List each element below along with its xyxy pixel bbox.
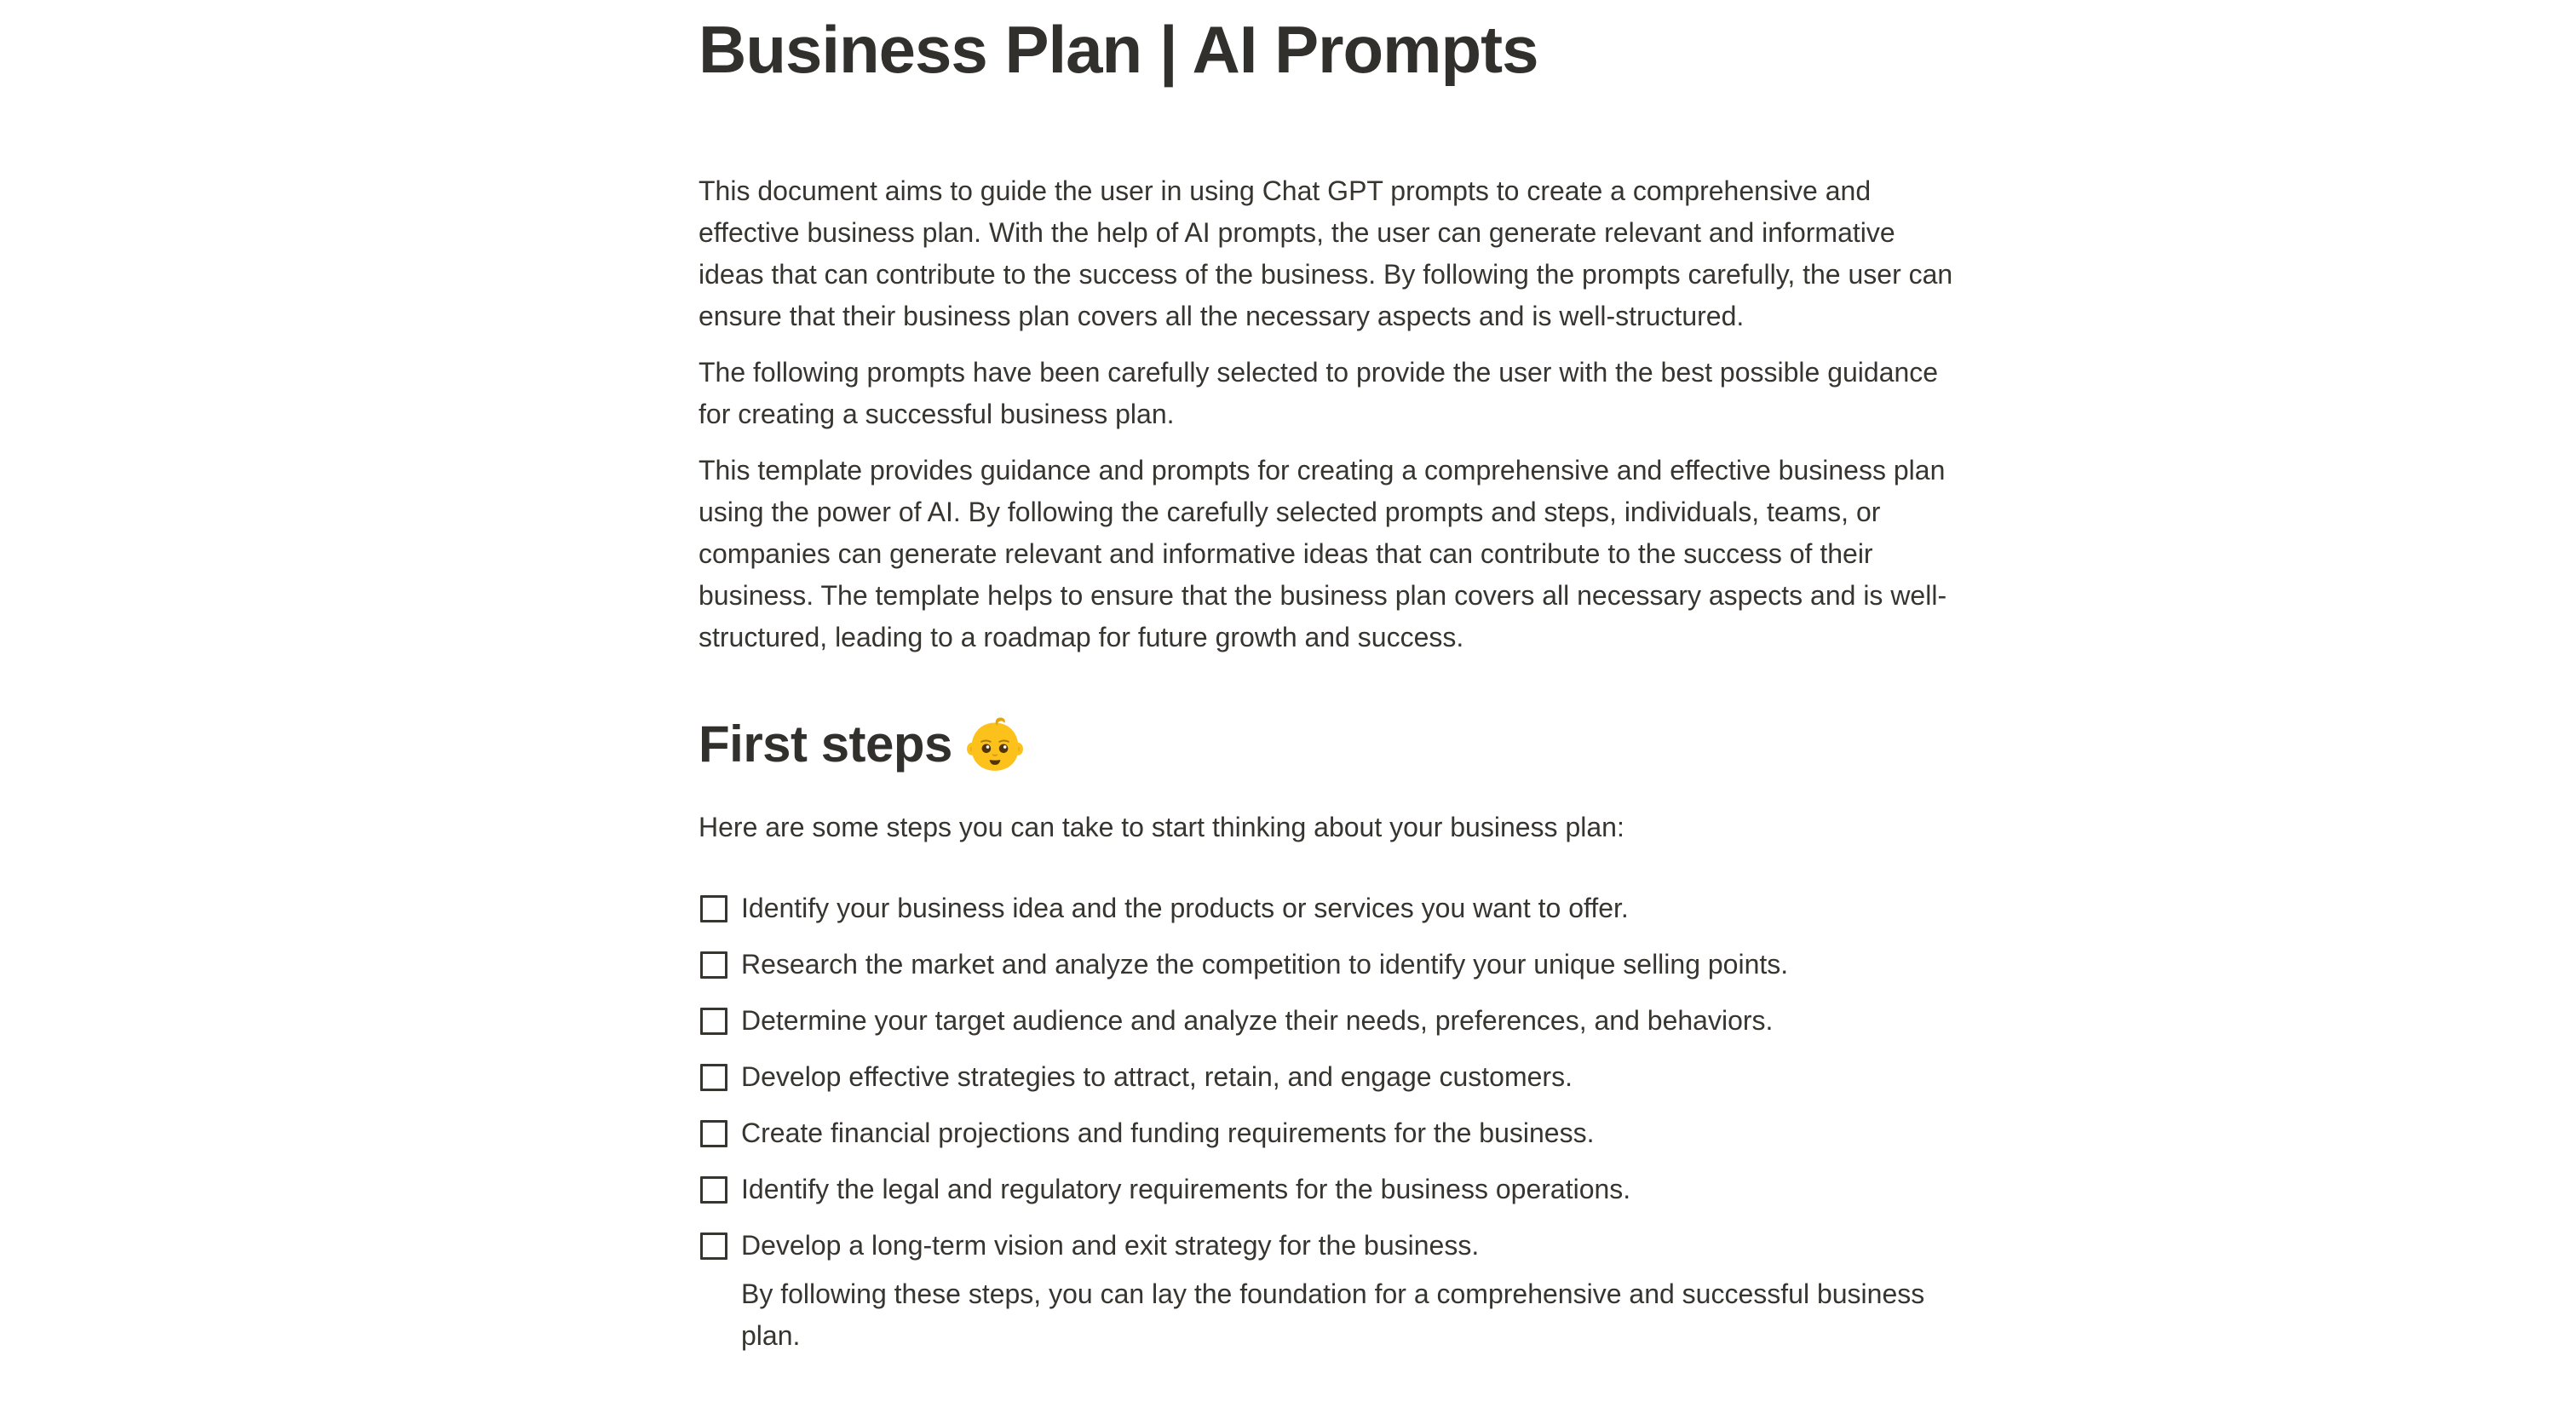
- todo-list: [699, 888, 1959, 1357]
- todo-checkbox[interactable]: [700, 1008, 727, 1035]
- intro-paragraph-2: The following prompts have been carefully selected to provide the user with the best possible guidance for creating a successful business plan.: [699, 357, 1939, 429]
- todo-item: [699, 944, 1959, 985]
- todo-checkbox[interactable]: [700, 1120, 727, 1147]
- todo-checkbox[interactable]: [700, 951, 727, 979]
- todo-item: [699, 888, 1959, 929]
- todo-item: [699, 1225, 1959, 1357]
- todo-label: Identify the legal and regulatory requirements for the business operations.: [741, 1174, 1631, 1204]
- todo-checkbox[interactable]: [700, 1176, 727, 1204]
- todo-checkbox[interactable]: [700, 895, 727, 922]
- section-heading-text: First steps: [699, 715, 952, 773]
- checklist-note: By following these steps, you can lay the foundation for a comprehensive and successful business plan.: [741, 1278, 1925, 1351]
- checklist-intro: Here are some steps you can take to start thinking about your business plan:: [699, 812, 1624, 842]
- todo-checkbox[interactable]: [700, 1232, 727, 1260]
- todo-item: [699, 1056, 1959, 1098]
- intro-paragraph-3: This template provides guidance and prompts for creating a comprehensive and effective business plan using the power of AI. By following the carefully selected prompts and steps, individuals, teams, or companies can generate relevant and informative ideas that can contribute to the success of their business. The template helps to ensure that the business plan covers all necessary aspects and is well-structured, leading to a roadmap for future growth and success.: [699, 455, 1947, 652]
- intro-paragraph-1: This document aims to guide the user in using Chat GPT prompts to create a comprehensive and effective business plan. With the help of AI prompts, the user can generate relevant and informative ideas that can contribute to the success of the business. By following the prompts carefully, the user can ensure that their business plan covers all the necessary aspects and is well-structured.: [699, 175, 1953, 331]
- todo-item: [699, 1000, 1959, 1042]
- page-title: Business Plan | AI Prompts: [699, 12, 1538, 87]
- todo-text-block: [741, 1225, 1959, 1357]
- todo-item: [699, 1112, 1959, 1154]
- todo-checkbox[interactable]: [700, 1064, 727, 1091]
- todo-label: Determine your target audience and analyze their needs, preferences, and behaviors.: [741, 1005, 1774, 1036]
- todo-label: Research the market and analyze the competition to identify your unique selling points.: [741, 949, 1789, 980]
- todo-item: [699, 1169, 1959, 1210]
- todo-label: Create financial projections and funding requirements for the business.: [741, 1118, 1595, 1148]
- document-page: [699, 0, 1959, 1371]
- todo-label: Develop a long-term vision and exit strategy for the business.: [741, 1230, 1480, 1261]
- baby-emoji-icon: [966, 715, 1024, 773]
- todo-label: Develop effective strategies to attract, retain, and engage customers.: [741, 1061, 1573, 1092]
- todo-label: Identify your business idea and the products or services you want to offer.: [741, 893, 1629, 923]
- section-heading-first-steps: [699, 710, 1959, 779]
